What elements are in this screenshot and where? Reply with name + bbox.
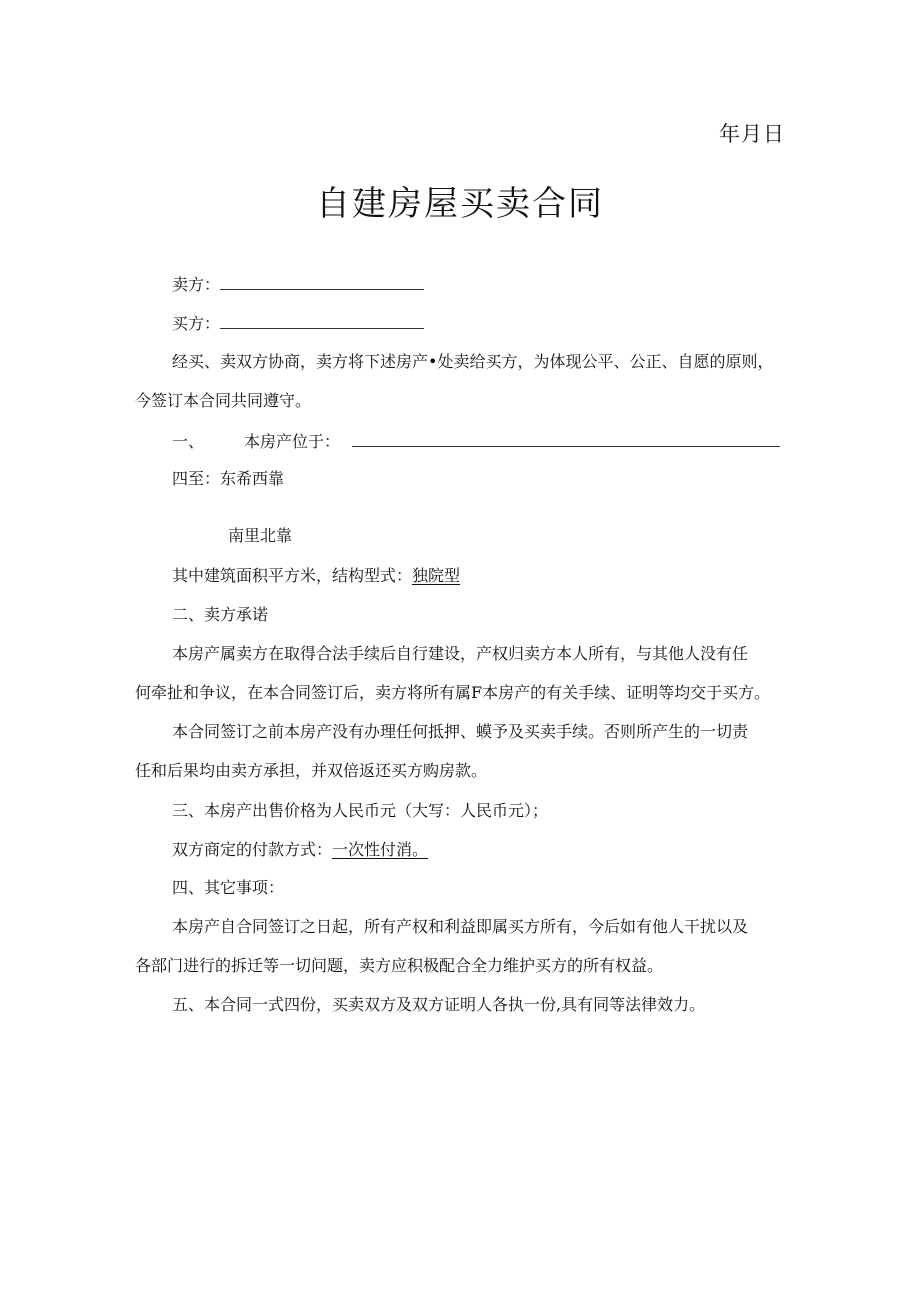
section-4-p1-line-2: 各部门进行的拆迁等一切问题，卖方应积极配合全力维护买方的所有权益。 xyxy=(135,956,664,975)
buyer-label: 买方： xyxy=(172,314,221,333)
intro-line-1: 经买、卖双方协商，卖方将下述房产•处卖给买方，为体现公平、公正、自愿的原则， xyxy=(172,352,774,371)
section-4-p1-line-1: 本房产自合同签订之日起，所有产权和利益即属买方所有，今后如有他人干扰以及 xyxy=(172,917,749,936)
section-4-heading: 四、其它事项： xyxy=(172,878,285,897)
buyer-blank xyxy=(220,312,424,329)
section-2-p1-line-1: 本房产属卖方在取得合法手续后自行建设，产权归卖方本人所有，与其他人没有任 xyxy=(172,644,749,663)
buyer-line xyxy=(172,312,424,335)
bounds-line-2: 南里北靠 xyxy=(228,526,293,545)
payment-method: 一次性付消。 xyxy=(332,840,429,859)
section-2-heading: 二、卖方承诺 xyxy=(172,605,269,624)
seller-line xyxy=(172,273,424,296)
section-1-number: 一、 xyxy=(172,432,205,451)
section-1-label: 本房产位于： xyxy=(244,432,341,451)
section-2-p1-line-2: 何牵扯和争议，在本合同签订后，卖方将所有属F本房产的有关手续、证明等均交于买方。 xyxy=(135,683,771,702)
document-title: 自建房屋买卖合同 xyxy=(316,184,604,224)
date-line: 年月日 xyxy=(719,122,785,146)
bounds-line-1: 四至：东希西靠 xyxy=(172,469,285,488)
section-2-p2-line-1: 本合同签订之前本房产没有办理任何抵押、蟆予及买卖手续。否则所产生的一切责 xyxy=(172,722,749,741)
section-5-text: 五、本合同一式四份，买卖双方及双方证明人各执一份,具有同等法律效力。 xyxy=(172,995,706,1014)
seller-label: 卖方： xyxy=(172,275,221,294)
section-3-price: 三、本房产出售价格为人民币元（大写：人民币元）； xyxy=(172,801,549,820)
area-text: 其中建筑面积平方米，结构型式： xyxy=(172,566,413,585)
section-1-location xyxy=(172,430,780,453)
location-blank xyxy=(352,430,780,447)
area-line xyxy=(172,565,460,587)
payment-label: 双方商定的付款方式： xyxy=(172,840,333,859)
section-2-p2-line-2: 任和后果均由卖方承担，并双倍返还买方购房款。 xyxy=(135,761,488,780)
seller-blank xyxy=(220,273,424,290)
intro-line-2: 今签订本合同共同遵守。 xyxy=(135,391,312,410)
structure-type: 独院型 xyxy=(412,566,461,585)
payment-line xyxy=(172,839,428,861)
